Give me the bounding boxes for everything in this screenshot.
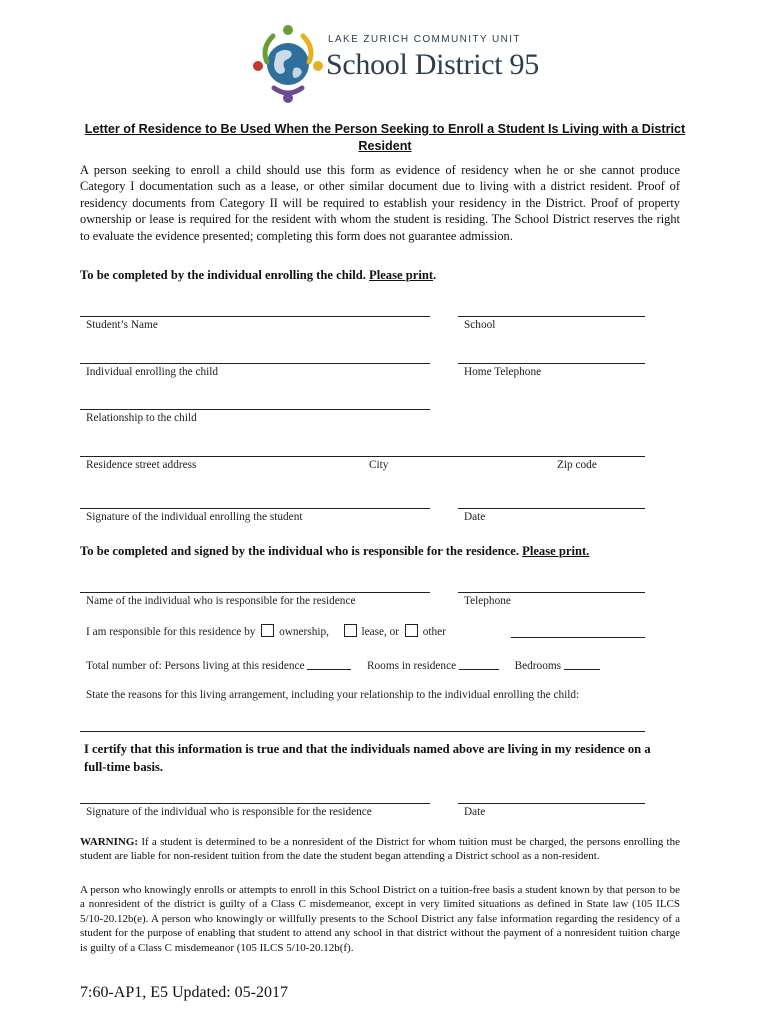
- legal-paragraph: A person who knowingly enrolls or attempts to enroll in this School District on a tuition-free basis a student known by that person to be a nonresident of the district is guilty of a Class C misdemeanor, except in very limited situations as defined in State law (105 ILCS 5/10-20.12b(e). A person who knowingly or willfully presents to the School District any false information regarding the residency of a student for the purpose of enabling that student to attend any school in that district without the payment of a nonresident tuition charge is guilty of a Class C misdemeanor (105 ILCS 5/10-20.12b(f).: [80, 884, 680, 954]
- counts-row: [86, 659, 600, 672]
- form-title: Letter of Residence to Be Used When the Person Seeking to Enroll a Student Is Living with a District Resident: [84, 122, 686, 153]
- responsible-signature-line[interactable]: [80, 803, 430, 804]
- home-telephone-line[interactable]: [458, 363, 645, 364]
- responsible-by-label: I am responsible for this residence by: [86, 626, 256, 638]
- signature-label: Signature of the individual enrolling the student: [86, 511, 303, 523]
- rooms-blank[interactable]: [459, 659, 499, 670]
- form-footer-code: 7:60-AP1, E5 Updated: 05-2017: [80, 984, 288, 1001]
- lease-label: lease, or: [361, 626, 400, 638]
- intro-paragraph: A person seeking to enroll a child should use this form as evidence of residency when he or she cannot produce Category I documentation such as a lease, or other similar document due to living with a district resident. Proof of residency documents from Category II will be required to establish your residency in the District. Proof of property ownership or lease is required for the resident with whom the student is residing. The School District reserves the right to evaluate the evidence presented; completing this form does not guarantee admission.: [80, 163, 680, 243]
- certification-statement: I certify that this information is true and that the individuals named above are living in my residence on a full-time basis.: [84, 742, 651, 774]
- section1-heading-text: To be completed by the individual enrolling the child.: [80, 268, 366, 282]
- district-logo: [248, 22, 539, 104]
- school-line[interactable]: [458, 316, 645, 317]
- zip-code-label: Zip code: [557, 459, 597, 471]
- date-line[interactable]: [458, 508, 645, 509]
- signature-line[interactable]: [80, 508, 430, 509]
- section1-please-print: Please print: [369, 268, 434, 282]
- warning-text: If a student is determined to be a nonresident of the District for whom tuition must be charged, the persons enrolling the student are liable for non-resident tuition from the date the student began attending a District school as a non-resident.: [80, 836, 680, 863]
- responsible-date-label: Date: [464, 806, 486, 818]
- city-label: City: [369, 459, 389, 471]
- ownership-checkbox[interactable]: [261, 624, 274, 637]
- bedrooms-label: Bedrooms: [514, 660, 562, 672]
- globe-people-icon: [248, 22, 328, 104]
- ownership-label: ownership,: [279, 626, 329, 638]
- section2-heading-text: To be completed and signed by the individual who is responsible for the residence.: [80, 544, 519, 558]
- section2-please-print: Please print.: [522, 544, 590, 558]
- individual-enrolling-line[interactable]: [80, 363, 430, 364]
- responsible-name-line[interactable]: [80, 592, 430, 593]
- individual-enrolling-label: Individual enrolling the child: [86, 366, 219, 378]
- section2-heading: [80, 544, 589, 559]
- bedrooms-blank[interactable]: [564, 659, 600, 670]
- reasons-line[interactable]: [80, 731, 645, 732]
- relationship-line[interactable]: [80, 409, 430, 410]
- responsible-date-line[interactable]: [458, 803, 645, 804]
- lease-checkbox[interactable]: [344, 624, 357, 637]
- student-name-label: Student’s Name: [86, 319, 158, 331]
- street-address-label: Residence street address: [86, 459, 197, 471]
- responsible-name-label: Name of the individual who is responsible for the residence: [86, 595, 356, 607]
- relationship-label: Relationship to the child: [86, 412, 197, 424]
- reasons-label: State the reasons for this living arrangement, including your relationship to the individual enrolling the child:: [86, 689, 580, 701]
- responsible-by-row: [86, 624, 446, 638]
- other-label: other: [422, 626, 446, 638]
- responsible-signature-label: Signature of the individual who is responsible for the residence: [86, 806, 372, 818]
- persons-blank[interactable]: [307, 659, 351, 670]
- section1-period: .: [433, 268, 437, 282]
- telephone-label: Telephone: [464, 595, 511, 607]
- rooms-label: Rooms in residence: [367, 660, 457, 672]
- persons-label: Total number of: Persons living at this residence: [86, 660, 305, 672]
- date-label: Date: [464, 511, 486, 523]
- telephone-line[interactable]: [458, 592, 645, 593]
- logo-top-text: LAKE ZURICH COMMUNITY UNIT: [328, 34, 521, 45]
- school-label: School: [464, 319, 496, 331]
- other-specify-line[interactable]: [511, 637, 645, 638]
- other-checkbox[interactable]: [405, 624, 418, 637]
- address-line[interactable]: [80, 456, 645, 457]
- warning-paragraph: [80, 835, 680, 864]
- home-telephone-label: Home Telephone: [464, 366, 542, 378]
- section1-heading: [80, 268, 436, 283]
- warning-label: WARNING:: [80, 836, 139, 848]
- student-name-line[interactable]: [80, 316, 430, 317]
- logo-main-text: School District 95: [326, 48, 539, 81]
